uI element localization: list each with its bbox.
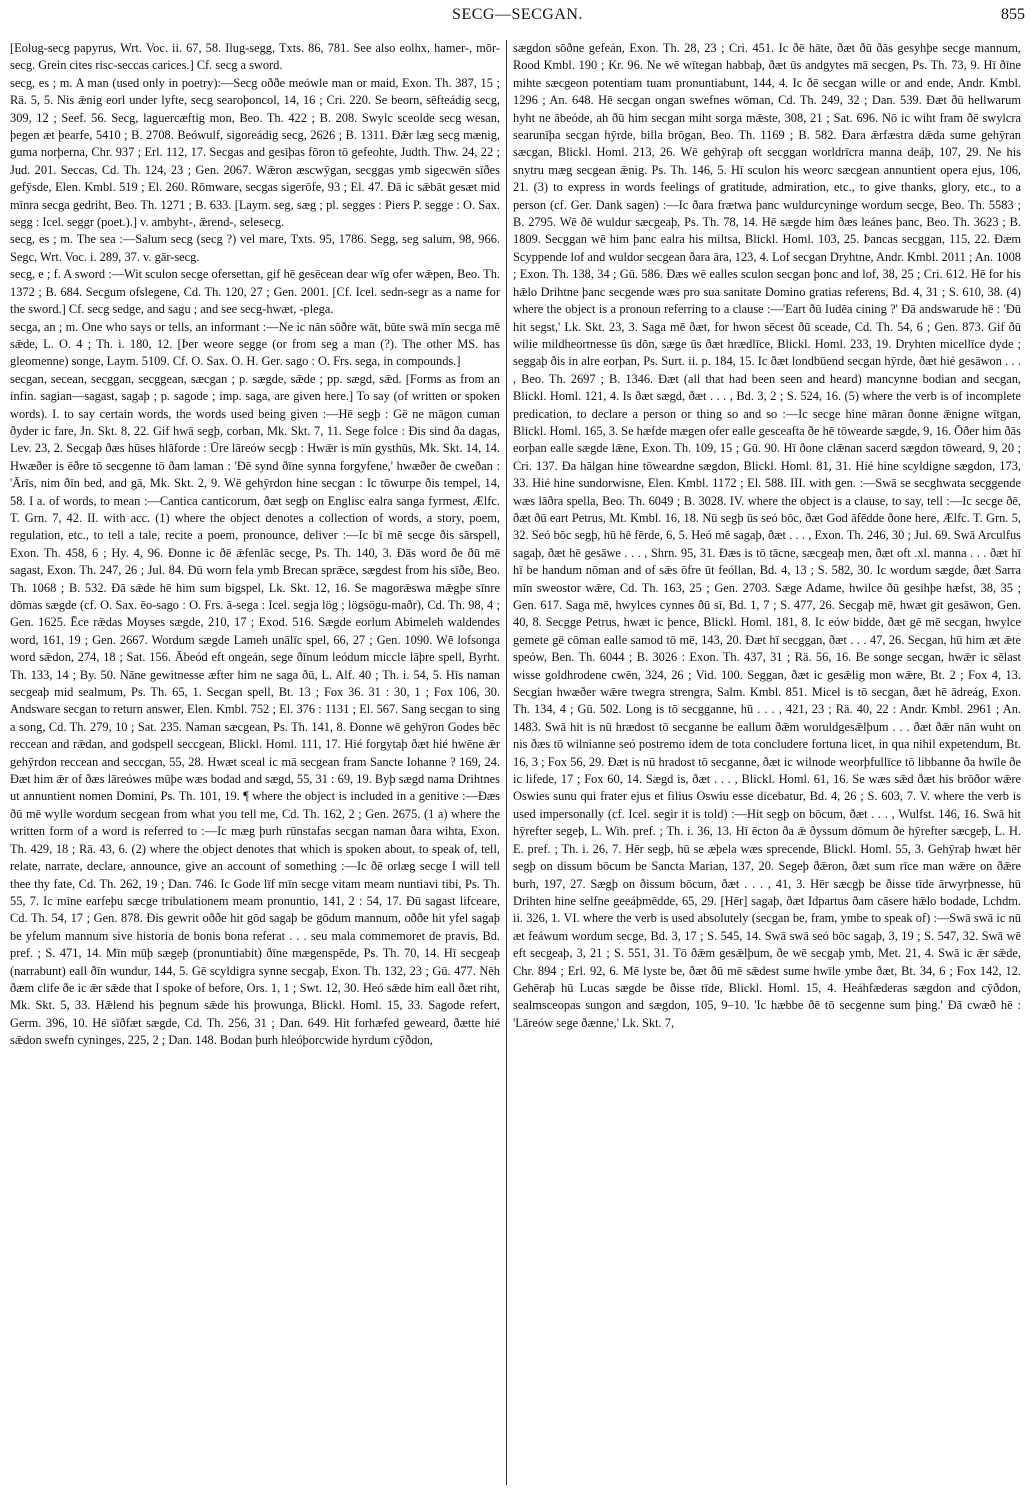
right-column (513, 40, 1021, 1495)
entry-secgan (10, 371, 500, 1050)
column-divider (506, 40, 507, 1485)
entry-text: secg, e ; f. A sword :—Wit sculon secge ofersettan, gif hē gesēcean dear wīg ofer wǣpen, Beo. Th. 1372 ; B. 684. Secgum ofslegene, Cd. Th. 120, 27 ; Gen. 2001. [Cf. Icel. sedn-segr as a name for the sword.] Cf. secg sedge, and sagu ; and see secg-hwæt, -plega. (10, 267, 500, 317)
entry-text: secg, es ; m. A man (used only in poetry):—Secg oððe meówle man or maid, Exon. Th. 387, 15 ; Rä. 5, 5. Nis ǣnig eorl under lyfte, secg searoþoncol, 14, 16 ; Cri. 220. Se beorn, sēfteádig secg, 309, 12 ; Seef. 56. Secg, laguercæftig mon, Beo. Th. 422 ; B. 208. Swylc sceolde secg wesan, þegen æt þearfe, 5410 ; B. 2708. Beówulf, sigoreádig secg, 2626 ; B. 1311. Ðǣr læg secg mænig, guma norþerna, Chr. 937 ; Erl. 112, 17. Secgas and gesīþas fōron tō gefeohte, Judth. Thw. 24, 22 ; Jud. 201. Seccas, Cd. Th. 124, 23 ; Gen. 2067. Wǣron æscwȳgan, secggas ymb sigecwēn sīðes gefȳsde, Elen. Kmbl. 519 ; El. 260. Rōmware, secgas sigerōfe, 93 ; El. 47. Ðā ic sǣbāt gesæt mid mīnra secga gedriht, Beo. Th. 1271 ; B. 633. [Laym. seg, sæg ; pl. segges : Piers P. segge : O. Sax. segg : Icel. seggr (poet.).] v. ambyht-, ǣrend-, selesecg. (10, 75, 500, 230)
entry-secg-sea (10, 231, 500, 266)
left-column (10, 40, 500, 1495)
entry-text: sægdon sōðne gefeán, Exon. Th. 28, 23 ; Cri. 451. Ic ðē hāte, ðæt ðū ðās gesyhþe secge mannum, Rood Kmbl. 190 ; Kr. 96. Ne wē wītegan habbaþ, ðæt ūs andgytes mā secgen, Ps. Th. 73, 9. Hī ðīne mihte sæcgeon potentiam tuam pronuntiabunt, 144, 4. Ic ðē secgan wille or and ende, Andr. Kmbl. 1296 ; An. 648. Hē secgan ongan swefnes wōman, Cd. Th. 249, 32 ; Dan. 539. Ðæt ðū hellwarum hyht ne ābeóde, ah ðū him secgan miht sorga mǣste, 308, 21 ; Sat. 696. Nō ic wiht fram ðē swylcra searunīþa secgan hȳrde, billa brōgan, Beo. Th. 1169 ; B. 582. Ðara ǣrfæstra dǣda sume gehȳran sæcgan, Blickl. Homl. 213, 26. Wē gehȳraþ oft secggan worldrīcra manna deáþ, 107, 29. Ne his snytru mæg secgean ǣnig. Ps. Th. 146, 5. Hī sculon his weorc sæcgean annuntient opera ejus, 106, 21. (3) to express in words feelings of gratitude, admiration, etc., to give thanks, glory, etc., to a person (cf. Ger. Dank sagen) :—Ic ðara frætwa þanc wuldurcyninge wordum secge, Beo. Th. 5583 ; B. 2795. Wē ðē wuldur sæcgeaþ, Ps. Th. 78, 14. Hē sægde him ðæs leánes þanc, Beo. Th. 3623 ; B. 1809. Secggan wē him þanc ealra his miltsa, Blickl. Homl. 103, 25. Þancas secggan, 115, 22. Ðæm Scyppende lof and wuldor secgean ðara āra, 123, 4. Lof secgan Dryhtne, Andr. Kmbl. 2011 ; An. 1008 ; Exon. Th. 138, 34 ; Gū. 586. Ðæs wē ealles sculon secgan þonc and lof, 38, 25 ; Cri. 612. Hē for his hǣlo Drihtne þanc secgende wæs pro sua sanitate Domino gratias referens, Bd. 4, 31 ; S. 610, 38. (4) where the object is a pronoun referring to a clause :—'Eart ðū Iudēa cining ?' Ðā andswarude hē : 'Ðū hit segst,' Lk. Skt. 23, 3. Saga mē ðæt, for hwon sēcest ðū sceade, Cd. Th. 54, 6 ; Gen. 873. Gif ðū wilie mildheortnesse ūs dōn, sæge ūs ðæt hrædlīce, Blickl. Homl. 233, 19. Dryhten micellīce dyde ; seggaþ ðis in alre eorþan, Ps. Surt. ii. p. 184, 15. Ic ðæt londbūend secgan hȳrde, ðæt hié gesāwon . . . , Beo. Th. 2697 ; B. 1346. Ðæt (all that had been seen and heard) mancynne bodian and secgan, Blickl. Homl. 121, 4. Is ðæt sægd, ðæt . . . , Bd. 3, 2 ; S. 524, 16. (5) where the verb is of incomplete predication, to declare a person or thing so and so :—Ic secge hine māran ðonne ǣnigne wītgan, Blickl. Homl. 165, 3. Se hæfde mægen ofer ealle gesceafta ðe hē tōwearde sægde, 9, 16. Ōðer him ðās eorþan ealle sægde lǣne, Exon. Th. 109, 15 ; Gū. 90. Hī ðone clǣnan sacerd sægdon tōweard, 9, 20 ; Cri. 137. Ða hālgan hine tōweardne sægdon, Blickl. Homl. 81, 31. Hié hine scyldigne sægdon, 173, 33. Hié hine sundorwisne, Elen. Kmbl. 1172 ; El. 588. III. with gen. :—Swā se secghwata secggende wæs lāðra spella, Beo. Th. 6049 ; B. 3028. IV. where the object is a clause, to say, tell :—Ic secge ðē, ðæt ðū eart Petrus, Mt. Kmbl. 16, 18. Nū segþ ūs seó bōc, ðæt God āfēdde ðone here, Ælfc. T. Grn. 5, 32. Seó bōc segþ, hū hē fērde, 6, 5. Heó mē sagaþ, ðæt . . . , Exon. Th. 246, 30 ; Jul. 69. Swā Arculfus sagaþ, ðæt hē gesāwe . . . , Shrn. 95, 31. Ðæs is tō tācne, sæcgeaþ men, ðæt oft .xl. manna . . . ðæt hī hī be handum nōman and of sǣs ōfre ūt feóllan, Bd. 4, 13 ; S. 582, 30. Ic wordum sægde, ðæt Sarra mīn sweostor wǣre, Cd. Th. 163, 25 ; Gen. 2703. Sæge Adame, hwilce ðū gesihþe hæfst, 38, 35 ; Gen. 617. Saga mē, hwylces cynnes ðū sī, Bd. 1, 7 ; S. 477, 26. Secgaþ mē, hwæt git gesāwon, Gen. 40, 8. Secgge Petrus, hwæt ic þence, Blickl. Homl. 181, 8. Ic eów bidde, ðæt gē mē secgan, hwylce gemete gē cōman ealle samod tō mē, 143, 20. Ðæt hī secggan, ðæt . . . 47, 26. Secgan, hū him æt ǣte speów, Ben. Th. 6044 ; B. 3026 : Exon. Th. 437, 31 ; Rä. 56, 16. Be songe secgan, hwǣr ic sēlast wisse goldhrodene cwēn, 324, 26 ; Vid. 100. Seggan, ðæt ic gesǣlig mon wǣre, Bt. 2 ; Fox 4, 13. Secgian hwæðer wǣre twegra strengra, Salm. Kmbl. 851. Micel is tō secgan, ðæt hē ādreág, Exon. Th. 134, 4 ; Gū. 502. Long is tō secgganne, hū . . . , 421, 23 ; Rä. 40, 22 : Andr. Kmbl. 2961 ; An. 1483. Swā hit is nū hrædost tō secganne be eallum ðǣm woruldgesǣlþum . . . ðæt ðǣr nān wuht on nis ðæs tō wilnianne seó postremo idem de tota concludere fortuna licet, in qua nihil expetendum, Bt. 16, 3 ; Fox 56, 29. Ðæt is nū hradost tō secganne, ðæt ic wilnode weorþfullīce tō libbanne ða hwīle ðe ic lifede, 17 ; Fox 60, 14. Sægd is, ðæt . . . , Blickl. Homl. 61, 16. Se wæs sǣd ðæt his brōðor wǣre Oswies sunu qui frater ejus et filius Oswiu esse dicebatur, Bd. 4, 26 ; S. 603, 7. V. where the verb is used impersonally (cf. Icel. segir it is told) :—Hit segþ on bōcum, ðæt . . . , Wulfst. 146, 16. Swā hit hȳrefter segeþ, L. Wih. pref. ; Th. i. 36, 13. Hī ēcton ða ǣ ðyssum dōmum ðe hȳrefter sæcgeþ, L. H. E. pref. ; Th. i. 26, 7. Hēr segþ, hū se æþela wæs sprecende, Blickl. Homl. 55, 3. Gehȳraþ hwæt hēr segþ on dissum bōcum be Sancta Marian, 137, 20. Segeþ ðǣron, ðæt sum rīce man wǣre on ðǣre burh, 197, 27. Sægþ on ðissum bōcum, ðæt . . . , 41, 3. Hēr sæcgþ be ðisse tīde ārwyrþnesse, hū Drihten hine selfne geeáþmēdde, 65, 29. [Hēr] sagaþ, ðæt Idpartus ðam cāsere hǣlo bodade, Lchdm. ii. 326, 1. VI. where the verb is used absolutely (secgan be, fram, ymbe to speak of) :—Swā swā ic nū æt feáwum wordum secge, Bd. 3, 17 ; S. 545, 14. Swā swā seó bōc sagaþ, 3, 19 ; S. 547, 32. Swā wē eft secgeaþ, 3, 21 ; S. 551, 31. Tō ðǣm gesǣlþum, ðe wē secgaþ ymb, Met. 21, 4. Swā ic ǣr sǣde, Chr. 894 ; Erl. 92, 6. Mē lyste be, ðæt ðū mē sǣdest sume hwīle ymbe ðæt, Bt. 34, 6 ; Fox 142, 12. Gehēraþ hū Lucas sægde be ðisse tīde, Blickl. Homl. 15, 4. Heáhfæderas sægdon and cȳðdon, sealmsceopas sungon and sægdon, 105, 9–10. 'Ic hæbbe ðē tō secgenne sum þing.' Ðā cwæð hē : 'Lāreów sege ðænne,' Lk. Skt. 7, (513, 41, 1021, 1030)
entry-text: [Eolug-secg papyrus, Wrt. Voc. ii. 67, 58. Ilug-segg, Txts. 86, 781. See also eolhx, hamer-, mōr-secg. Grein cites risc-seccas carices.] Cf. secg a sword. (10, 41, 500, 73)
entry-secg-man (10, 75, 500, 232)
entry-text: secg, es ; m. The sea :—Salum secg (secg ?) vel mare, Txts. 95, 1786. Segg, seg salum, 98, 966. Segc, Wrt. Voc. i. 289, 37. v. gār-secg. (10, 232, 500, 264)
page-number: 855 (1001, 6, 1025, 23)
entry-secga (10, 319, 500, 371)
running-head: SECG—SECGAN. (452, 6, 583, 23)
page-header (0, 0, 1035, 34)
entry-secgan-continued (513, 40, 1021, 1032)
entry-secg-sword (10, 266, 500, 318)
entry-secg-papyrus-tail (10, 40, 500, 75)
entry-text: secga, an ; m. One who says or tells, an informant :—Ne ic nān sōðre wāt, būte swā mīn secga mē sǣde, L. O. 4 ; Th. i. 180, 12. [Þer weore segge (or from seg a man (?). The other MS. has gleomenne) songe, Laym. 5109. Cf. O. Sax. O. H. Ger. sago : O. Frs. sega, in compounds.] (10, 319, 500, 369)
entry-text: secgan, secean, secggan, secggean, sæcgan ; p. sægde, sǣde ; pp. sægd, sǣd. [Forms as from an infin. sagian—sagast, sagaþ ; p. sagode ; imp. saga, are given here.] To say (of written or spoken words). I. to say certain words, the words used being given :—Hē segþ : Gē ne māgon cuman ðyder ic fare, Jn. Skt. 8, 22. Gif hwā segþ, corban, Mk. Skt. 7, 11. Sege folce : Ðis sind ða dagas, Lev. 23, 2. Secgaþ ðæs hūses hlāforde : Ūre lāreów secgþ : Hwǣr is mīn gysthūs, Mk. Skt. 14, 14. Hwæðer is ēðre tō secgenne tō ðam laman : 'Ðē synd ðīne synna forgyfene,' hwæðer ðe cweðan : 'Ārīs, nim ðīn bed, and gā, Mk. Skt. 2, 9. Wē gehȳrdon hine secgan : Ic tōwurpe ðis tempel, 14, 58. I a. of words, to mean :—Cantica canticorum, ðæt segþ on Englisc ealra sanga fyrmest, Ælfc. T. Grn. 7, 42. II. with acc. (1) where the object denotes a collection of words, a story, poem, regulation, etc., to tell a tale, recite a poem, pronounce, deliver :—Ic bī mē secge ðis sārspell, Exon. Th. 458, 6 ; Hy. 4, 96. Ðonne ic ðē ǣfenlāc secge, Ps. Th. 140, 3. Ðās word ðe ðū mē sagast, Exon. Th. 247, 26 ; Jul. 84. Ðū worn fela ymb Brecan sprǣce, sægdest from his sīðe, Beo. Th. 1068 ; B. 532. Ðā sǣde hē him sum bigspel, Lk. Skt. 12, 16. Se magorǣswa mǣgþe sīnre dōmas sægde (cf. O. Sax. ēo-sago : O. Frs. ā-sega : Icel. segja lög ; lögsögu-maðr), Cd. Th. 98, 4 ; Gen. 1625. Ēce rǣdas Moyses sægde, 210, 17 ; Exod. 516. Sægde eorlum Abimeleh waldendes word, 161, 19 ; Gen. 2667. Wordum sægde Lameh unālīc spel, 66, 27 ; Gen. 1090. Wē lofsonga word sǣdon, 274, 18 ; Sat. 156. Ābeód eft ongeán, sege ðīnum leódum miccle lāþre spell, Byrht. Th. 133, 14 ; By. 50. Nāne gewitnesse æfter him ne saga ðū, L. Alf. 40 ; Th. i. 54, 5. Hīs naman secgeaþ mid sealmum, Ps. Th. 65, 1. Secgan spell, Bt. 13 ; Fox 36. 31 : 30, 1 ; Fox 106, 30. Andsware secgan to return answer, Elen. Kmbl. 752 ; El. 376 : 1131 ; El. 567. Sang secgan to sing a song, Cd. Th. 279, 10 ; Sat. 235. Naman sæcgean, Ps. Th. 141, 8. Ðonne wē gehȳron Godes bēc reccean and rǣdan, and godspell seccgean, Blickl. Homl. 111, 17. Hié forgytaþ ðæt hié hwēne ǣr gehȳrdon reccean and seccgan, 55, 28. Hwæt sceal ic mā secgean fram Sancte Iohanne ? 169, 24. Ðæt him ǣr of ðæs lāreówes mūþe wæs bodad and sægd, 55, 31 : 69, 19. Byþ sægd nama Drihtnes ut annuntient nomen Domini, Ps. Th. 101, 19. ¶ where the object is included in a genitive :—Ðæs ðū mē wylle wordum secgean from what you tell me, Cd. Th. 162, 2 ; Gen. 2675. (1 a) where the written form of a word is referred to :—Ic mæg þurh rūnstafas secgan naman ðara wihta, Exon. Th. 429, 18 ; Rä. 43, 6. (2) where the object denotes that which is spoken about, to speak of, tell, relate, narrate, declare, announce, give an account of something :—Ic ðē orlæg secge I will tell thee thy fate, Cd. Th. 262, 19 ; Dan. 746. Ic Gode līf mīn secge vitam meam nuntiavi tibi, Ps. Th. 55, 7. Ic mīne earfeþu sæcge tribulationem meam pronuntio, 141, 2 : 54, 17. Ðū sagast lifceare, Cd. Th. 54, 17 ; Gen. 878. Ðis gewrit oððe hit gōd sagaþ be gōdum mannum, oððe hit yfel sagaþ be yfelum mannum sive historia de bonis bona referat . . . seu mala commemoret de pravis, Bd. pref. ; S. 471, 14. Mīn mūþ sægeþ (pronuntiabit) ðīne mægenspēde, Ps. Th. 70, 14. Hī secgeaþ (narrabunt) eall ðīn wundur, 144, 5. Gē scyldigra synne secgaþ, Exon. Th. 132, 23 ; Gū. 477. Nēh ðæm clife ðe ic ǣr sǣde that I spoke of before, Ors. 1, 1 ; Swt. 12, 30. Heó sǣde him eall ðæt riht, Mk. Skt. 5, 33. Hǣlend his þegnum sǣde his þrowunga, Blickl. Homl. 15, 33. Sagode refert, Germ. 396, 10. Hē sīðfæt sægde, Cd. Th. 256, 31 ; Dan. 649. Hit forhæfed geweard, ðætte hié sǣdon swefn cyninges, 225, 2 ; Dan. 148. Bodan þurh hleóþorcwide hyrdum cȳðdon, (10, 371, 500, 1048)
